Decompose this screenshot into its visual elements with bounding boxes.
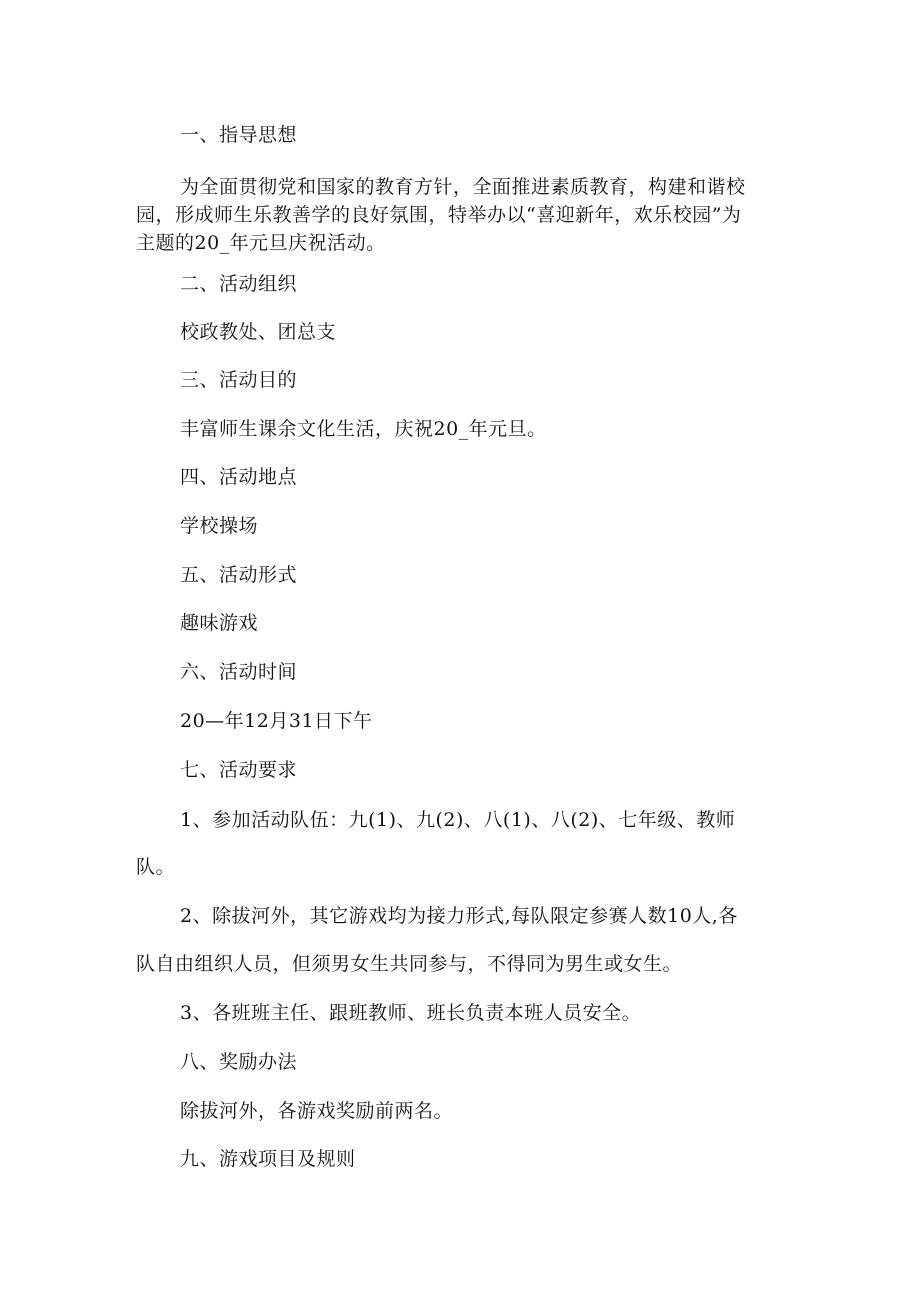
section-1-heading: 一、指导思想	[180, 124, 298, 146]
section-7-item-1-line-1: 1、参加活动队伍：九(1)、九(2)、八(1)、八(2)、七年级、教师	[180, 809, 736, 831]
section-9-heading: 九、游戏项目及规则	[180, 1148, 356, 1170]
section-8-body: 除拔河外，各游戏奖励前两名。	[180, 1100, 454, 1122]
section-2-body: 校政教处、团总支	[180, 321, 337, 343]
section-1-paragraph-line-1: 为全面贯彻党和国家的教育方针，全面推进素质教育，构建和谐校	[180, 176, 746, 198]
section-3-heading: 三、活动目的	[180, 369, 298, 391]
section-4-body: 学校操场	[180, 515, 259, 537]
section-3-body: 丰富师生课余文化生活，庆祝20_年元旦。	[180, 418, 547, 440]
section-7-item-2-line-1: 2、除拔河外，其它游戏均为接力形式,每队限定参赛人数10人,各	[180, 905, 738, 927]
section-7-item-3: 3、各班班主任、跟班教师、班长负责本班人员安全。	[180, 1002, 642, 1024]
section-4-heading: 四、活动地点	[180, 466, 298, 488]
section-6-body: 20—年12月31日下午	[180, 710, 373, 732]
section-8-heading: 八、奖励办法	[180, 1051, 298, 1073]
section-5-body: 趣味游戏	[180, 612, 259, 634]
section-2-heading: 二、活动组织	[180, 273, 298, 295]
section-7-item-1-line-2: 队。	[136, 856, 176, 878]
section-1-paragraph-line-3: 主题的20_年元旦庆祝活动。	[136, 232, 386, 254]
section-1-paragraph-line-2: 园，形成师生乐教善学的良好氛围，特举办以“喜迎新年，欢乐校园”为	[136, 204, 742, 226]
section-5-heading: 五、活动形式	[180, 564, 298, 586]
section-7-item-2-line-2: 队自由组织人员，但须男女生共同参与，不得同为男生或女生。	[136, 953, 683, 975]
section-7-heading: 七、活动要求	[180, 759, 298, 781]
section-6-heading: 六、活动时间	[180, 661, 298, 683]
